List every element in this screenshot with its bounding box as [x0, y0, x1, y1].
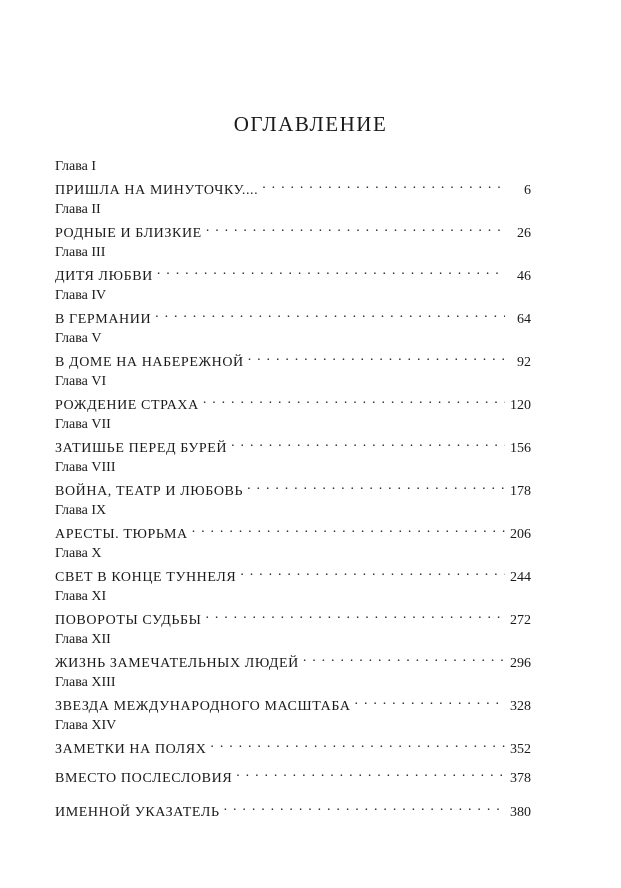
chapter-label: Глава I — [55, 159, 97, 174]
toc-line — [55, 649, 531, 671]
toc-line — [55, 305, 531, 327]
chapter-name: ВОЙНА, ТЕАТР И ЛЮБОВЬ — [55, 484, 244, 499]
toc-entry — [55, 330, 531, 373]
dot-leader — [203, 391, 505, 409]
page-number: 206 — [510, 527, 531, 542]
toc-entry — [55, 244, 531, 287]
toc-line — [55, 176, 531, 198]
page-number: 64 — [517, 312, 531, 327]
toc-line — [55, 520, 531, 542]
dot-leader — [231, 434, 505, 452]
page-number: 26 — [517, 226, 531, 241]
chapter-label: Глава XIV — [55, 718, 117, 733]
table-of-contents — [55, 158, 531, 760]
chapter-name: В ДОМЕ НА НАБЕРЕЖНОЙ — [55, 355, 244, 370]
page-number: 296 — [510, 656, 531, 671]
page-number: 156 — [510, 441, 531, 456]
toc-entry — [55, 502, 531, 545]
toc-line — [55, 219, 531, 241]
toc-line — [55, 434, 531, 456]
chapter-name: ЗВЕЗДА МЕЖДУНАРОДНОГО МАСШТАБА — [55, 699, 351, 714]
page-number: 92 — [517, 355, 531, 370]
toc-entry — [55, 373, 531, 416]
chapter-name: ПРИШЛА НА МИНУТОЧКУ.... — [55, 183, 259, 198]
page-title: ОГЛАВЛЕНИЕ — [233, 112, 388, 136]
toc-line — [55, 391, 531, 413]
toc-entry — [55, 459, 531, 502]
chapter-label: Глава IV — [55, 288, 107, 303]
dot-leader — [247, 477, 505, 495]
toc-line — [55, 262, 531, 284]
page-number: 380 — [510, 805, 531, 820]
chapter-name: ЗАТИШЬЕ ПЕРЕД БУРЕЙ — [55, 441, 228, 456]
chapter-name: ДИТЯ ЛЮБВИ — [55, 269, 153, 284]
toc-entry — [55, 674, 531, 717]
chapter-name: АРЕСТЫ. ТЮРЬМА — [55, 527, 188, 542]
page-number: 378 — [510, 771, 531, 786]
dot-leader — [205, 606, 505, 624]
section-name: ИМЕННОЙ УКАЗАТЕЛЬ — [55, 805, 220, 820]
toc-line — [55, 764, 531, 784]
toc-line — [55, 606, 531, 628]
chapter-label: Глава XIII — [55, 675, 116, 690]
dot-leader — [155, 305, 505, 323]
toc-line — [55, 563, 531, 585]
toc-entry — [55, 158, 531, 201]
chapter-name: РОДНЫЕ И БЛИЗКИЕ — [55, 226, 202, 241]
chapter-label: Глава VI — [55, 374, 107, 389]
chapter-name: РОЖДЕНИЕ СТРАХА — [55, 398, 199, 413]
chapter-label: Глава VII — [55, 417, 111, 432]
dot-leader — [240, 563, 505, 581]
toc-line — [55, 692, 531, 714]
chapter-name: СВЕТ В КОНЦЕ ТУННЕЛЯ — [55, 570, 237, 585]
chapter-label: Глава IX — [55, 503, 107, 518]
chapter-label: Глава X — [55, 546, 102, 561]
chapter-label: Глава XII — [55, 632, 111, 647]
toc-entry — [55, 631, 531, 674]
dot-leader — [248, 348, 505, 366]
chapter-label: Глава XI — [55, 589, 107, 604]
chapter-name: В ГЕРМАНИИ — [55, 312, 152, 327]
toc-line — [55, 798, 531, 818]
chapter-label: Глава VIII — [55, 460, 116, 475]
page-number: 328 — [510, 699, 531, 714]
toc-line — [55, 348, 531, 370]
toc-entry — [55, 717, 531, 760]
chapter-label: Глава II — [55, 202, 101, 217]
toc-line — [55, 735, 531, 757]
page-number: 6 — [524, 183, 531, 198]
dot-leader — [355, 692, 505, 710]
toc-entry — [55, 287, 531, 330]
toc-line — [55, 477, 531, 499]
page-number: 272 — [510, 613, 531, 628]
section-name: ВМЕСТО ПОСЛЕСЛОВИЯ — [55, 771, 233, 786]
toc-entry — [55, 201, 531, 244]
dot-leader — [192, 520, 505, 538]
toc-entry — [55, 416, 531, 459]
page-number: 244 — [510, 570, 531, 585]
dot-leader — [210, 735, 505, 753]
toc-entry — [55, 588, 531, 631]
chapter-label: Глава III — [55, 245, 106, 260]
dot-leader — [206, 219, 505, 237]
chapter-name: ПОВОРОТЫ СУДЬБЫ — [55, 613, 202, 628]
toc-back-matter — [55, 764, 531, 832]
chapter-name: ЖИЗНЬ ЗАМЕЧАТЕЛЬНЫХ ЛЮДЕЙ — [55, 656, 299, 671]
dot-leader — [157, 262, 505, 280]
dot-leader — [236, 764, 505, 782]
dot-leader — [303, 649, 505, 667]
chapter-label: Глава V — [55, 331, 102, 346]
dot-leader — [262, 176, 505, 194]
toc-entry — [55, 545, 531, 588]
page-number: 120 — [510, 398, 531, 413]
page-number: 352 — [510, 742, 531, 757]
chapter-name: ЗАМЕТКИ НА ПОЛЯХ — [55, 742, 207, 757]
page-number: 178 — [510, 484, 531, 499]
dot-leader — [224, 798, 505, 816]
page-number: 46 — [517, 269, 531, 284]
